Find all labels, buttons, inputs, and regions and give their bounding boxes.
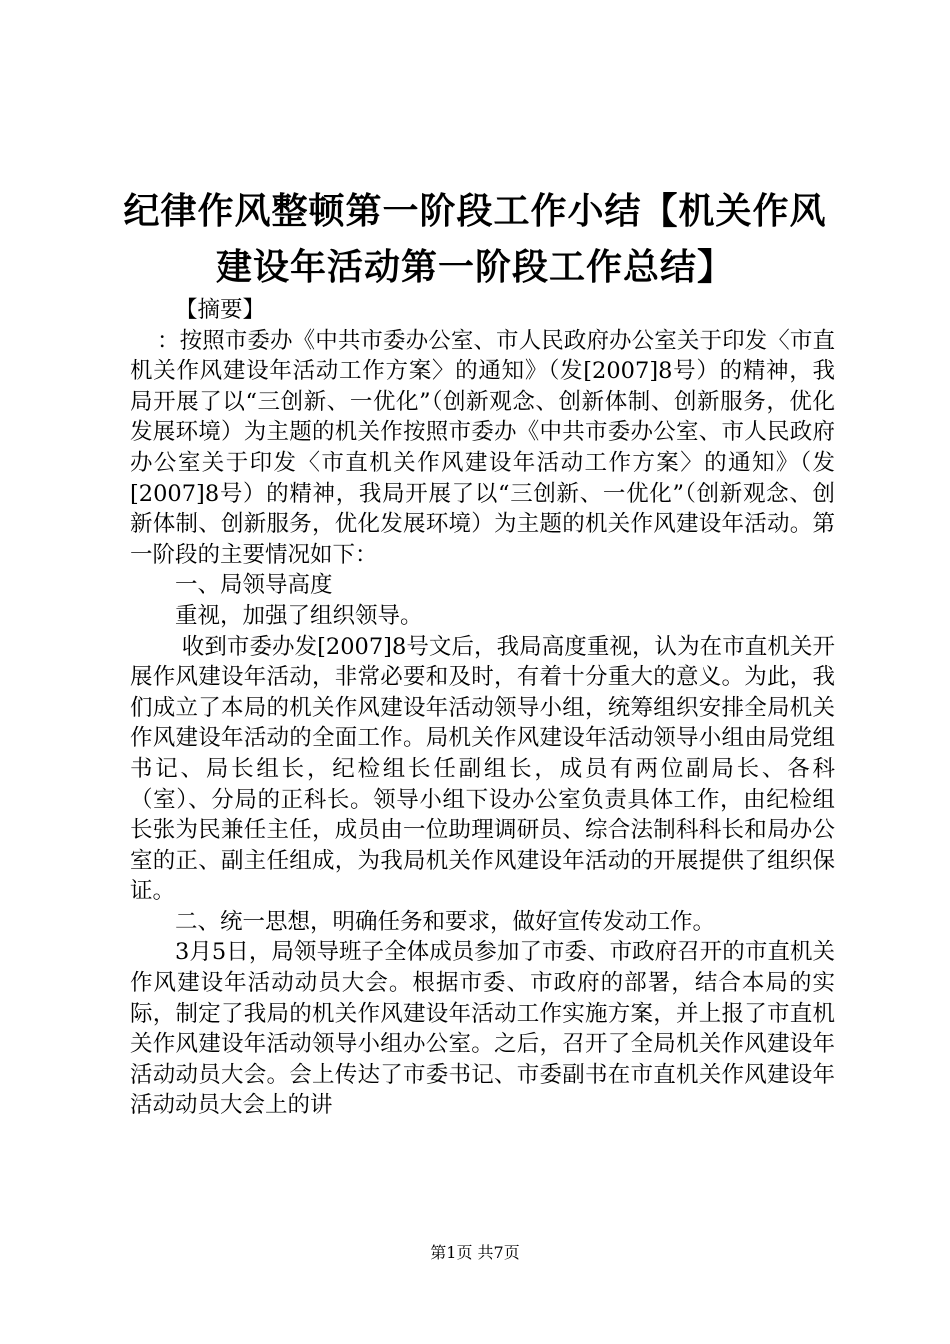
paragraph-section-2: 3月5日，局领导班子全体成员参加了市委、市政府召开的市直机关作风建设年活动动员大会。根据市委、市政府的部署，结合本局的实际，制定了我局的机关作风建设年活动工作实施方案，并上报了市直机关作风建设年活动领导小组办公室。之后，召开了全局机关作风建设年活动动员大会。会上传达了市委书记、市委副书在市直机关作风建设年活动动员大会上的讲 (130, 939, 835, 1119)
paragraph-section-1: 收到市委办发[2007]8号文后，我局高度重视，认为在市直机关开展作风建设年活动，非常必要和及时，有着十分重大的意义。为此，我们成立了本局的机关作风建设年活动领导小组，统筹组织安排全局机关作风建设年活动的全面工作。局机关作风建设年活动领导小组由局党组书记、局长组长，纪检组长任副组长，成员有两位副局长、各科（室）、分局的正科长。领导小组下设办公室负责具体工作，由纪检组长张为民兼任主任，成员由一位助理调研员、综合法制科科长和局办公室的正、副主任组成，为我局机关作风建设年活动的开展提供了组织保证。 (130, 633, 835, 905)
section-heading-1-cont: 重视，加强了组织领导。 (175, 602, 423, 629)
paragraph-intro: ：按照市委办《中共市委办公室、市人民政府办公室关于印发〈市直机关作风建设年活动工作方案〉的通知》（发[2007]8号）的精神，我局开展了以“三创新、一优化”（创新观念、创新体制、创新服务，优化发展环境）为主题的机关作按照市委办《中共市委办公室、市人民政府办公室关于印发〈市直机关作风建设年活动工作方案〉的通知》（发[2007]8号）的精神，我局开展了以“三创新、一优化”（创新观念、创新体制、创新服务，优化发展环境）为主题的机关作风建设年活动。第一阶段的主要情况如下： (130, 327, 835, 568)
section-heading-2: 二、统一思想，明确任务和要求，做好宣传发动工作。 (175, 908, 716, 935)
page-footer: 第1页 共7页 (430, 1243, 520, 1262)
abstract-label: 【摘要】 (175, 297, 266, 323)
document-body (130, 295, 835, 1121)
section-heading-1: 一、局领导高度 (175, 572, 333, 599)
document-title: 纪律作风整顿第一阶段工作小结【机关作风建设年活动第一阶段工作总结】 (123, 190, 827, 288)
